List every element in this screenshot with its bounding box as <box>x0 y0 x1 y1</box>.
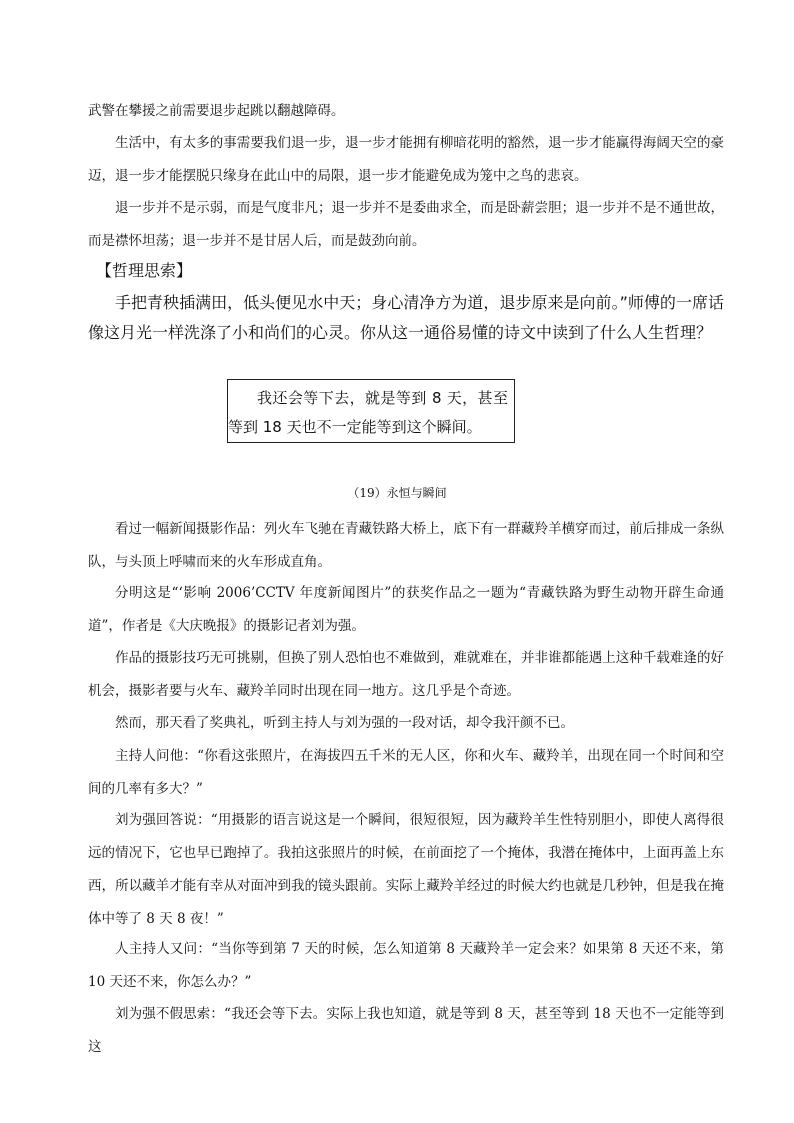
paragraph-retreat-not-weakness: 退一步并不是示弱，而是气度非凡；退一步并不是委曲求全，而是卧薪尝胆；退一步并不是不通世故，而是襟怀坦荡；退一步并不是甘居人后，而是鼓劲向前。 <box>88 200 724 249</box>
answer-text: 我还会等下去，就是等到 8 天，甚至等到 18 天也不一定能等到这个瞬间。 <box>228 389 508 436</box>
article-paragraph: 主持人问他：“你看这张照片，在海拔四五千米的无人区，你和火车、藏羚羊，出现在同一个时间和空间的几率有多大？” <box>88 748 724 797</box>
article-paragraph: 作品的摄影技巧无可挑剔，但换了别人恐怕也不难做到，难就难在，并非谁都能遇上这种千载难逢的好机会，摄影者要与火车、藏羚羊同时出现在同一地方。这几乎是个奇迹。 <box>88 650 724 699</box>
article-paragraph: 刘为强回答说：“用摄影的语言说这是一个瞬间，很短很短，因为藏羚羊生性特别胆小，即使人离得很远的情况下，它也早已跑掉了。我拍这张照片的时候，在前面挖了一个掩体，我潜在掩体中，上面再盖上东西，所以藏羊才能有幸从对面冲到我的镜头跟前。实际上藏羚羊经过的时候大约也就是几秒钟，但是我在掩体中等了 8 天 8 夜！” <box>88 812 724 927</box>
article-paragraph: 刘为强不假思索：“我还会等下去。实际上我也知道，就是等到 8 天，甚至等到 18 天也不一定能等到这 <box>88 1006 724 1055</box>
answer-box <box>227 379 515 443</box>
question-text: 手把青秧插满田，低头便见水中天；身心清净方为道，退步原来是向前。”师傅的一席话像这月光一样洗涤了小和尚们的心灵。你从这一通俗易懂的诗文中读到了什么人生哲理？ <box>88 293 724 342</box>
article-paragraph: 人主持人又问：“当你等到第 7 天的时候，怎么知道第 8 天藏羚羊一定会来？如果第 8 天还不来，第 10 天还不来，你怎么办？” <box>88 941 724 990</box>
article-paragraph: 看过一幅新闻摄影作品：列火车飞驰在青藏铁路大桥上，底下有一群藏羚羊横穿而过，前后排成一条纵队，与头顶上呼啸而来的火车形成直角。 <box>88 521 724 570</box>
article-paragraph: 然而，那天看了奖典礼，听到主持人与刘为强的一段对话，却令我汗颜不已。 <box>115 715 574 731</box>
article-title: （19）永恒与瞬间 <box>347 486 447 500</box>
paragraph-continuation: 武警在攀援之前需要退步起跳以翻越障碍。 <box>88 103 345 119</box>
section-heading: 【哲理思索】 <box>96 261 193 280</box>
paragraph-retreat-benefits: 生活中，有太多的事需要我们退一步，退一步才能拥有柳暗花明的豁然，退一步才能赢得海阔天空的豪迈，退一步才能摆脱只缘身在此山中的局限，退一步才能避免成为笼中之鸟的悲哀。 <box>88 135 724 184</box>
article-paragraph: 分明这是“‘影响 2006’CCTV 年度新闻图片”的获奖作品之一题为“青藏铁路为野生动物开辟生命通道”，作者是《大庆晚报》的摄影记者刘为强。 <box>88 585 724 634</box>
